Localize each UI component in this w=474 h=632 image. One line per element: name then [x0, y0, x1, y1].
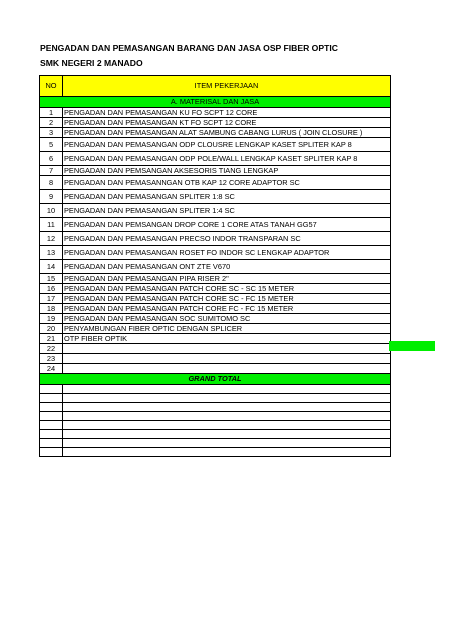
table-row [40, 128, 391, 138]
empty-row [40, 394, 391, 403]
empty-row [40, 403, 391, 412]
work-items-table [39, 75, 391, 457]
empty-row [40, 385, 391, 394]
row-item [63, 364, 391, 374]
row-item: PENGADAN DAN PEMASANGAN ODP CLOUSRE LENGKAP KASET SPLITER KAP 8 [63, 138, 391, 152]
empty-cell [40, 430, 63, 439]
row-item: PENGADAN DAN PEMASANGAN PIPA RISER 2" [63, 274, 391, 284]
row-number: 23 [40, 354, 63, 364]
row-number: 2 [40, 118, 63, 128]
table-row [40, 294, 391, 304]
empty-cell [40, 448, 63, 457]
header-row [40, 76, 391, 97]
row-number: 3 [40, 128, 63, 138]
row-item: PENGADAN DAN PEMASANGAN PATCH CORE FC - FC 15 METER [63, 304, 391, 314]
school-name: SMK NEGERI 2 MANADO [40, 58, 143, 68]
row-number: 9 [40, 190, 63, 204]
row-number: 7 [40, 166, 63, 176]
row-item: PENGADAN DAN PEMASANGAN ROSET FO INDOR SC LENGKAP ADAPTOR [63, 246, 391, 260]
empty-cell [40, 421, 63, 430]
empty-row [40, 412, 391, 421]
row-item: PENGADAN DAN PEMASANNGAN OTB KAP 12 CORE ADAPTOR SC [63, 176, 391, 190]
col-header-item: ITEM PEKERJAAN [63, 76, 391, 97]
document-title: PENGADAN DAN PEMASANGAN BARANG DAN JASA OSP FIBER OPTIC [40, 43, 338, 53]
table-row [40, 324, 391, 334]
row-number: 21 [40, 334, 63, 344]
row-item: PENGADAN DAN PEMASANGAN KU FO SCPT 12 CORE [63, 108, 391, 118]
row-number: 14 [40, 260, 63, 274]
table-row [40, 204, 391, 218]
table-row [40, 274, 391, 284]
row-number: 12 [40, 232, 63, 246]
row-item [63, 354, 391, 364]
table-row [40, 334, 391, 344]
row-item: PENGADAN DAN PEMASANGAN PATCH CORE SC - FC 15 METER [63, 294, 391, 304]
row-number: 17 [40, 294, 63, 304]
row-item: PENYAMBUNGAN FIBER OPTIC DENGAN SPLICER [63, 324, 391, 334]
row-number: 13 [40, 246, 63, 260]
row-item: PENGADAN DAN PEMSANGAN AKSESORIS TIANG LENGKAP [63, 166, 391, 176]
row-number: 16 [40, 284, 63, 294]
empty-cell [63, 394, 391, 403]
table-row [40, 304, 391, 314]
empty-row [40, 421, 391, 430]
row-number: 20 [40, 324, 63, 334]
row-number: 22 [40, 344, 63, 354]
row-item [63, 344, 391, 354]
empty-cell [40, 412, 63, 421]
grand-total-highlight [389, 341, 435, 351]
table-row [40, 166, 391, 176]
grand-total-label: GRAND TOTAL [40, 374, 391, 385]
row-item: PENGADAN DAN PEMASANGAN KT FO SCPT 12 CORE [63, 118, 391, 128]
empty-cell [63, 439, 391, 448]
row-number: 1 [40, 108, 63, 118]
row-item: PENGADAN DAN PEMASANGAN PRECSO INDOR TRANSPARAN SC [63, 232, 391, 246]
row-item: PENGADAN DAN PEMSANGAN DROP CORE 1 CORE ATAS TANAH GG57 [63, 218, 391, 232]
table-row [40, 218, 391, 232]
row-item: PENGADAN DAN PEMASANGAN SPLITER 1:8 SC [63, 190, 391, 204]
table-row [40, 232, 391, 246]
row-number: 10 [40, 204, 63, 218]
row-number: 15 [40, 274, 63, 284]
empty-cell [63, 421, 391, 430]
empty-row [40, 439, 391, 448]
row-item: OTP FIBER OPTIK [63, 334, 391, 344]
empty-cell [63, 412, 391, 421]
table-row [40, 354, 391, 364]
empty-cell [63, 385, 391, 394]
table-row [40, 190, 391, 204]
table-row [40, 108, 391, 118]
table-row [40, 364, 391, 374]
section-row [40, 97, 391, 108]
row-number: 11 [40, 218, 63, 232]
grand-total-row [40, 374, 391, 385]
empty-cell [63, 430, 391, 439]
empty-cell [40, 439, 63, 448]
section-label: A. MATERISAL DAN JASA [40, 97, 391, 108]
table-row [40, 176, 391, 190]
col-header-no: NO [40, 76, 63, 97]
table-row [40, 118, 391, 128]
row-number: 6 [40, 152, 63, 166]
table-row [40, 344, 391, 354]
empty-cell [63, 448, 391, 457]
row-number: 8 [40, 176, 63, 190]
row-item: PENGADAN DAN PEMASANGAN ALAT SAMBUNG CABANG LURUS ( JOIN CLOSURE ) [63, 128, 391, 138]
row-item: PENGADAN DAN PEMASANGAN PATCH CORE SC - SC 15 METER [63, 284, 391, 294]
empty-cell [40, 403, 63, 412]
table-row [40, 260, 391, 274]
row-number: 18 [40, 304, 63, 314]
empty-cell [40, 394, 63, 403]
table-row [40, 152, 391, 166]
table-row [40, 138, 391, 152]
row-item: PENGADAN DAN PEMASANGAN SOC SUMITOMO SC [63, 314, 391, 324]
table-row [40, 284, 391, 294]
row-item: PENGADAN DAN PEMASANGAN ODP POLE/WALL LENGKAP KASET SPLITER KAP 8 [63, 152, 391, 166]
row-number: 24 [40, 364, 63, 374]
row-item: PENGADAN DAN PEMASANGAN SPLITER 1:4 SC [63, 204, 391, 218]
table-row [40, 246, 391, 260]
empty-cell [63, 403, 391, 412]
empty-row [40, 448, 391, 457]
row-item: PENGADAN DAN PEMASANGAN ONT ZTE V670 [63, 260, 391, 274]
empty-row [40, 430, 391, 439]
row-number: 19 [40, 314, 63, 324]
empty-cell [40, 385, 63, 394]
row-number: 5 [40, 138, 63, 152]
table-row [40, 314, 391, 324]
